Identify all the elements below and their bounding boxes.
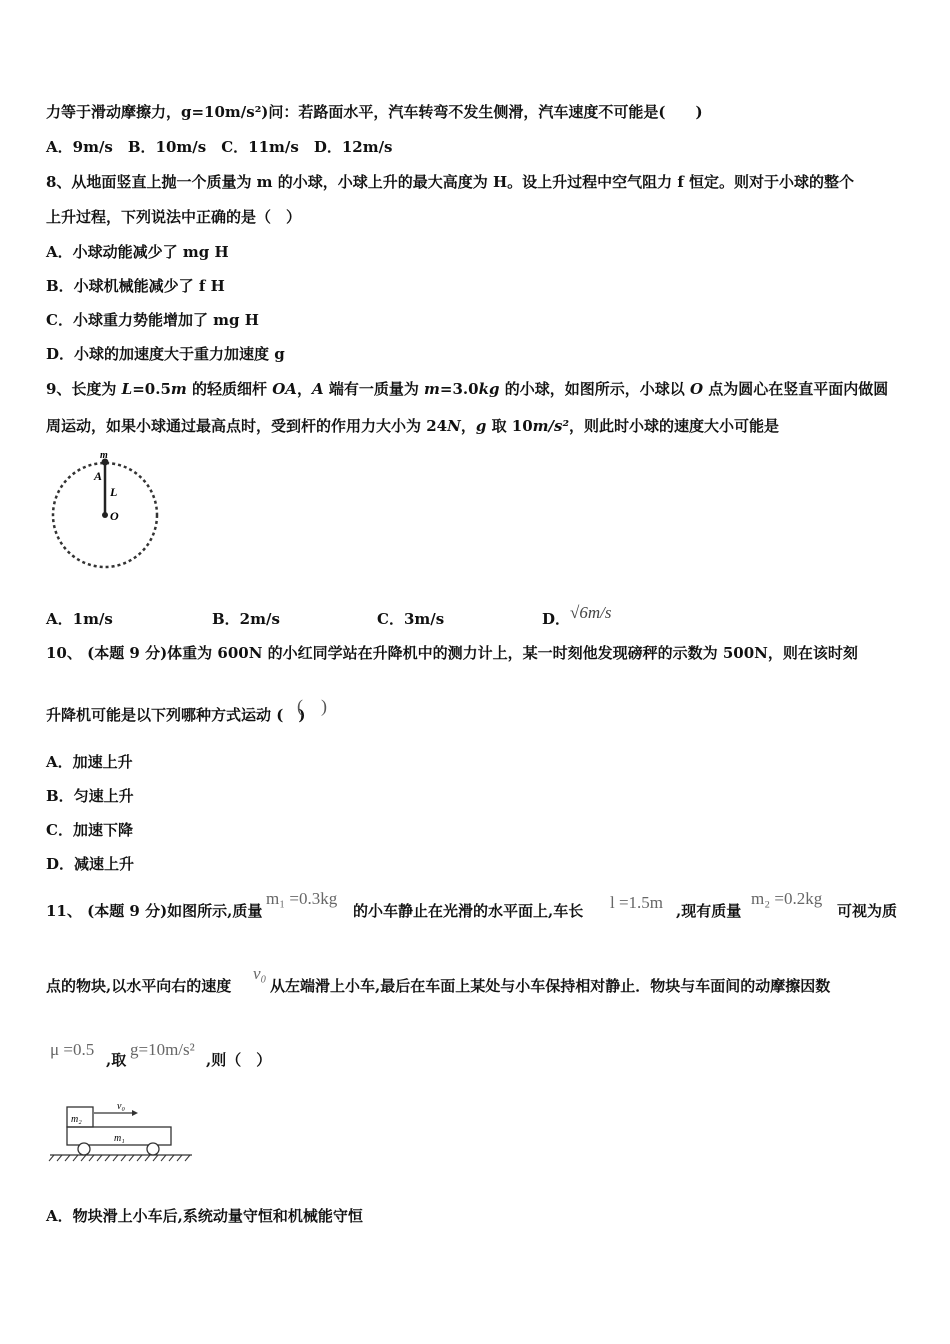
q9-option-d-label: D．: [542, 610, 571, 628]
q9-center-point: [102, 512, 108, 518]
q11-m1-formula: m₁ =0.3kg: [266, 889, 338, 908]
q11-g-formula: g=10m/s²: [130, 1040, 195, 1059]
q9-circular-motion-figure: [48, 450, 163, 570]
q11-stem-line2-b: 从左端滑上小车,最后在车面上某处与小车保持相对静止．物块与车面间的动摩擦因数: [270, 977, 831, 995]
q8-option-a: A．小球动能减少了 mg H: [46, 243, 229, 261]
q11-v0-formula: v₀: [253, 964, 267, 983]
q9-label-L: L: [110, 485, 118, 499]
q7-options: A．9m/s B．10m/s C．11m/s D．12m/s: [46, 138, 393, 156]
q9-option-a: A．1m/s: [46, 610, 113, 628]
q7-stem-line: 力等于滑动摩擦力，g=10m/s²)问：若路面水平，汽车转弯不发生侧滑，汽车速度不可能是( ): [46, 103, 703, 121]
q9-option-d-value: √6m/s: [570, 603, 612, 622]
q11-stem-line3-b: ,则（ ）: [206, 1051, 272, 1069]
q10-option-a: A．加速上升: [46, 753, 133, 771]
q10-stem-line1: 10、 (本题 9 分)体重为 600N 的小红同学站在升降机中的测力计上，某一时刻他发现磅秤的示数为 500N，则在该时刻: [46, 644, 858, 662]
q9-label-A: A: [94, 469, 103, 483]
q11-wheel-left: [78, 1143, 90, 1155]
q10-option-b: B．匀速上升: [46, 787, 134, 805]
q11-arrow-head: [132, 1110, 138, 1116]
q10-option-d: D．减速上升: [46, 855, 135, 873]
q11-m2-formula: m₂ =0.2kg: [751, 889, 823, 908]
q11-option-a: A．物块滑上小车后,系统动量守恒和机械能守恒: [46, 1207, 363, 1225]
q11-l-formula: l =1.5m: [610, 893, 664, 912]
q8-stem-line2: 上升过程，下列说法中正确的是（ ）: [46, 208, 302, 226]
q8-option-b: B．小球机械能减少了 f H: [46, 277, 225, 295]
q9-stem-line2: 周运动，如果小球通过最高点时，受到杆的作用力大小为 24N，g 取 10m/s²，则此时小球的速度大小可能是: [46, 417, 780, 435]
q11-stem-line1-a: 11、 (本题 9 分)如图所示,质量: [46, 902, 263, 920]
q11-stem-line1-b: 的小车静止在光滑的水平面上,车长: [353, 902, 584, 920]
q8-option-c: C．小球重力势能增加了 mg H: [46, 311, 259, 329]
q11-stem-line1-c: ,现有质量: [676, 902, 742, 920]
q11-ground-hatch: [49, 1155, 190, 1161]
q11-stem-line1-d: 可视为质: [837, 902, 898, 920]
q11-stem-line3-a: ,取: [106, 1051, 127, 1069]
q9-label-O: O: [110, 509, 119, 523]
q11-cart-label: m₁: [114, 1133, 125, 1144]
q11-mu-formula: μ =0.5: [50, 1040, 95, 1059]
q11-cart-figure: [48, 1095, 196, 1167]
q8-stem-line1: 8、从地面竖直上抛一个质量为 m 的小球，小球上升的最大高度为 H。设上升过程中空气阻力 f 恒定。则对于小球的整个: [46, 173, 855, 191]
q11-stem-line2-a: 点的物块,以水平向右的速度: [46, 977, 232, 995]
q10-answer-paren: ( ): [297, 696, 327, 716]
q10-stem-line2: 升降机可能是以下列哪种方式运动 ( ): [46, 706, 306, 724]
q10-option-c: C．加速下降: [46, 821, 133, 839]
q9-option-b: B．2m/s: [212, 610, 280, 628]
q11-wheel-right: [147, 1143, 159, 1155]
q8-option-d: D．小球的加速度大于重力加速度 g: [46, 345, 285, 363]
q11-v0-label: v₀: [117, 1101, 125, 1112]
q9-stem-line1: 9、长度为 L=0.5m 的轻质细杆 OA，A 端有一质量为 m=3.0kg 的小球，如图所示，小球以 O 点为圆心在竖直平面内做圆: [46, 380, 889, 398]
q11-block-label: m₂: [71, 1114, 82, 1125]
q9-option-c: C．3m/s: [377, 610, 445, 628]
q9-label-m: m: [100, 450, 108, 461]
